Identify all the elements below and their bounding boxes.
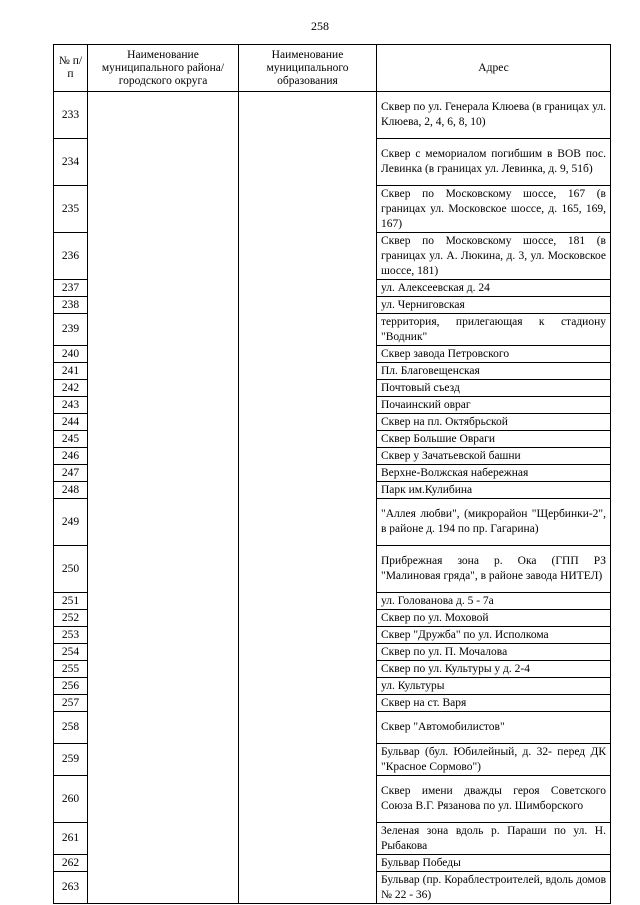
table-row [54,627,611,644]
address-cell: Сквер по ул. Генерала Клюева (в границах ул. Клюева, 2, 4, 6, 8, 10) [377,92,611,139]
municipality-cell [239,823,377,855]
addresses-table [53,44,611,904]
municipality-cell [239,546,377,593]
address-cell: Почаинский овраг [377,397,611,414]
address-cell: ул. Черниговская [377,297,611,314]
municipality-cell [239,610,377,627]
address-cell: "Аллея любви", (микрорайон "Щербинки-2", в районе д. 194 по пр. Гагарина) [377,499,611,546]
row-number: 240 [54,346,88,363]
municipality-cell [239,712,377,744]
table-row [54,314,611,346]
municipality-cell [239,280,377,297]
district-cell [88,776,239,823]
page-number: 258 [311,19,329,33]
address-cell: Почтовый съезд [377,380,611,397]
address-cell: Сквер по ул. П. Мочалова [377,644,611,661]
district-cell [88,593,239,610]
row-number: 256 [54,678,88,695]
row-number: 235 [54,186,88,233]
row-number: 243 [54,397,88,414]
table-row [54,872,611,904]
row-number: 242 [54,380,88,397]
district-cell [88,280,239,297]
address-cell: Сквер завода Петровского [377,346,611,363]
district-cell [88,139,239,186]
table-row [54,482,611,499]
district-cell [88,397,239,414]
address-cell: Верхне-Волжская набережная [377,465,611,482]
row-number: 246 [54,448,88,465]
municipality-cell [239,297,377,314]
municipality-cell [239,776,377,823]
address-cell: Сквер по ул. Моховой [377,610,611,627]
district-cell [88,744,239,776]
district-cell [88,448,239,465]
header-district: Наименование муниципального района/ городского округа [88,45,239,92]
district-cell [88,499,239,546]
municipality-cell [239,744,377,776]
row-number: 249 [54,499,88,546]
address-cell: Сквер на пл. Октябрьской [377,414,611,431]
district-cell [88,712,239,744]
table-row [54,380,611,397]
address-cell: Зеленая зона вдоль р. Параши по ул. Н. Рыбакова [377,823,611,855]
address-cell: Сквер Большие Овраги [377,431,611,448]
address-cell: Бульвар (пр. Кораблестроителей, вдоль домов № 22 - 36) [377,872,611,904]
address-cell: Бульвар (бул. Юбилейный, д. 32- перед ДК "Красное Сормово") [377,744,611,776]
table-row [54,593,611,610]
table-row [54,661,611,678]
municipality-cell [239,363,377,380]
table-row [54,397,611,414]
table-row [54,448,611,465]
address-cell: Сквер на ст. Варя [377,695,611,712]
header-municipality: Наименование муниципального образования [239,45,377,92]
row-number: 254 [54,644,88,661]
row-number: 234 [54,139,88,186]
municipality-cell [239,678,377,695]
municipality-cell [239,465,377,482]
address-cell: Сквер имени дважды героя Советского Союза В.Г. Рязанова по ул. Шимборского [377,776,611,823]
header-address: Адрес [377,45,611,92]
municipality-cell [239,380,377,397]
header-number: № п/п [54,45,88,92]
district-cell [88,661,239,678]
table-row [54,823,611,855]
address-cell: Пл. Благовещенская [377,363,611,380]
table-row [54,139,611,186]
district-cell [88,855,239,872]
district-cell [88,695,239,712]
municipality-cell [239,627,377,644]
row-number: 241 [54,363,88,380]
table-row [54,776,611,823]
municipality-cell [239,855,377,872]
row-number: 237 [54,280,88,297]
row-number: 238 [54,297,88,314]
table-row [54,744,611,776]
municipality-cell [239,431,377,448]
row-number: 262 [54,855,88,872]
table-row [54,678,611,695]
table-row [54,855,611,872]
district-cell [88,297,239,314]
table-row [54,610,611,627]
municipality-cell [239,593,377,610]
municipality-cell [239,346,377,363]
row-number: 239 [54,314,88,346]
table-row [54,546,611,593]
district-cell [88,678,239,695]
table-row [54,92,611,139]
table-row [54,644,611,661]
row-number: 260 [54,776,88,823]
row-number: 236 [54,233,88,280]
address-cell: ул. Алексеевская д. 24 [377,280,611,297]
address-cell: Бульвар Победы [377,855,611,872]
municipality-cell [239,92,377,139]
municipality-cell [239,661,377,678]
row-number: 259 [54,744,88,776]
row-number: 252 [54,610,88,627]
row-number: 263 [54,872,88,904]
table-row [54,186,611,233]
district-cell [88,823,239,855]
municipality-cell [239,414,377,431]
district-cell [88,546,239,593]
address-cell: Сквер по Московскому шоссе, 167 (в границах ул. Московское шоссе, д. 165, 169, 167) [377,186,611,233]
district-cell [88,314,239,346]
district-cell [88,431,239,448]
address-cell: Сквер с мемориалом погибшим в ВОВ пос. Левинка (в границах ул. Левинка, д. 9, 51б) [377,139,611,186]
municipality-cell [239,644,377,661]
municipality-cell [239,499,377,546]
address-cell: Сквер "Автомобилистов" [377,712,611,744]
row-number: 244 [54,414,88,431]
district-cell [88,465,239,482]
table-row [54,431,611,448]
municipality-cell [239,233,377,280]
table-row [54,712,611,744]
table-row [54,499,611,546]
row-number: 247 [54,465,88,482]
district-cell [88,346,239,363]
table-row [54,346,611,363]
address-cell: Сквер по Московскому шоссе, 181 (в границах ул. А. Люкина, д. 3, ул. Московское шоссе, 181) [377,233,611,280]
row-number: 248 [54,482,88,499]
row-number: 258 [54,712,88,744]
district-cell [88,414,239,431]
row-number: 251 [54,593,88,610]
address-cell: Сквер по ул. Культуры у д. 2-4 [377,661,611,678]
address-cell: Сквер "Дружба" по ул. Исполкома [377,627,611,644]
address-cell: ул. Голованова д. 5 - 7а [377,593,611,610]
district-cell [88,363,239,380]
row-number: 253 [54,627,88,644]
address-cell: Прибрежная зона р. Ока (ГПП РЗ "Малиновая гряда", в районе завода НИТЕЛ) [377,546,611,593]
district-cell [88,610,239,627]
table-row [54,297,611,314]
municipality-cell [239,482,377,499]
row-number: 245 [54,431,88,448]
table-row [54,414,611,431]
table-row [54,695,611,712]
table-row [54,280,611,297]
row-number: 233 [54,92,88,139]
district-cell [88,482,239,499]
municipality-cell [239,448,377,465]
district-cell [88,627,239,644]
district-cell [88,233,239,280]
district-cell [88,644,239,661]
municipality-cell [239,314,377,346]
row-number: 261 [54,823,88,855]
row-number: 255 [54,661,88,678]
table-row [54,233,611,280]
district-cell [88,186,239,233]
district-cell [88,92,239,139]
table-header-row [54,45,611,92]
address-cell: территория, прилегающая к стадиону "Водник" [377,314,611,346]
address-cell: Сквер у Зачатьевской башни [377,448,611,465]
municipality-cell [239,139,377,186]
address-cell: ул. Культуры [377,678,611,695]
municipality-cell [239,872,377,904]
district-cell [88,380,239,397]
municipality-cell [239,695,377,712]
municipality-cell [239,397,377,414]
table-body [54,92,611,904]
row-number: 250 [54,546,88,593]
address-cell: Парк им.Кулибина [377,482,611,499]
municipality-cell [239,186,377,233]
table-row [54,363,611,380]
table-row [54,465,611,482]
district-cell [88,872,239,904]
row-number: 257 [54,695,88,712]
